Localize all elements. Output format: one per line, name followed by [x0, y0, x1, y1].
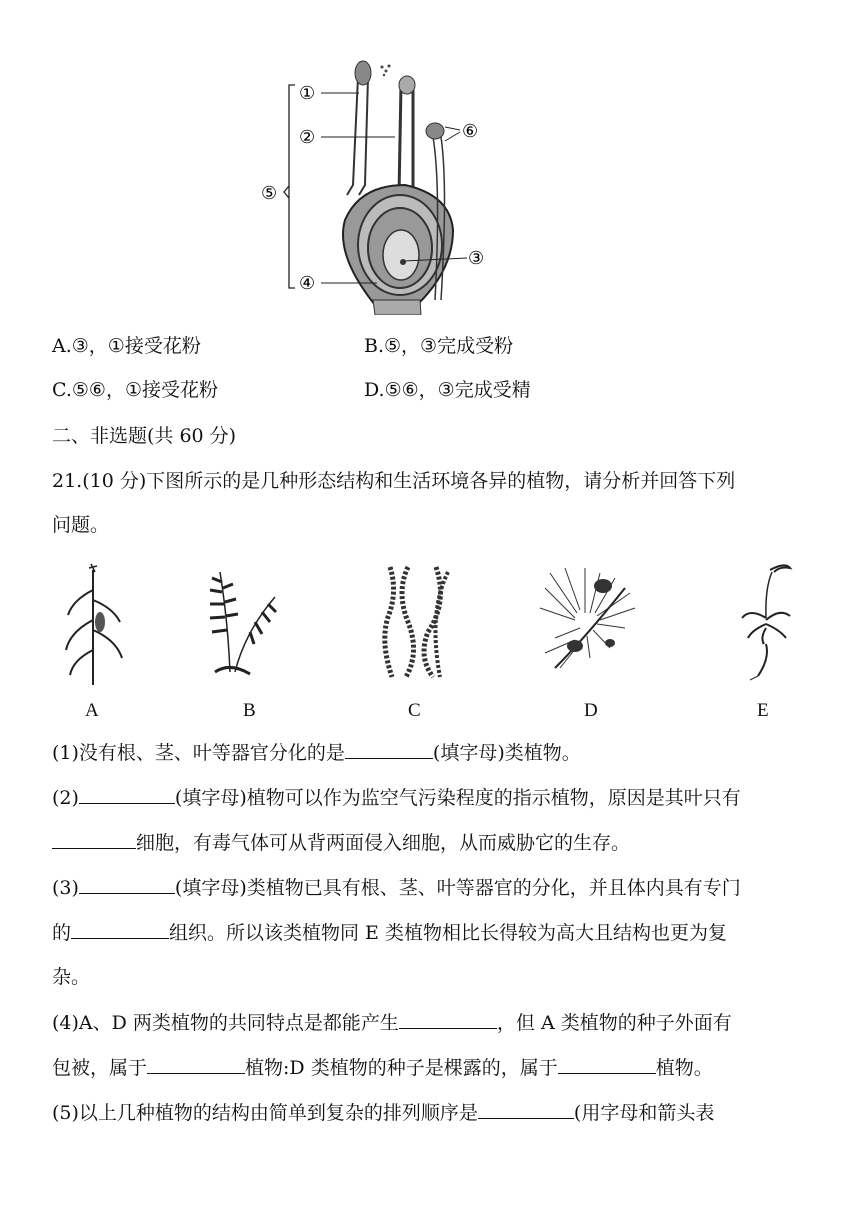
q21-p3-text-d: 组织。所以该类植物同 E 类植物相比长得较为高大且结构也更为复 — [169, 922, 727, 944]
q21-part4-line1 — [52, 1010, 732, 1035]
answer-blank-7[interactable] — [147, 1055, 245, 1074]
q21-p1-text-b: (填字母)类植物。 — [432, 742, 581, 764]
plant-label-b: B — [243, 700, 256, 721]
answer-blank-3[interactable] — [52, 830, 136, 849]
option-d: D.⑤⑥，③完成受精 — [364, 379, 531, 401]
plant-label-e: E — [757, 700, 769, 721]
q21-p4-text-c: 包被，属于 — [52, 1057, 148, 1079]
q21-p3-text-b: (填字母)类植物已具有根、茎、叶等器官的分化，并且体内具有专门 — [174, 877, 741, 899]
answer-blank-2[interactable] — [79, 785, 175, 804]
plant-c-algae-figure — [378, 562, 458, 682]
plant-e-moss-figure — [730, 558, 800, 683]
options-row-1 — [52, 334, 514, 358]
q21-part3-line3: 杂。 — [52, 966, 91, 988]
q21-p4-text-a: (4)A、D 两类植物的共同特点是都能产生 — [52, 1012, 399, 1034]
answer-blank-8[interactable] — [558, 1055, 656, 1074]
plant-d-pine-figure — [535, 558, 640, 683]
label-6: ⑥ — [462, 121, 479, 142]
q21-p4-text-e: 植物。 — [655, 1057, 713, 1079]
q21-part3-line2 — [52, 920, 727, 945]
q21-part2-line2 — [52, 830, 630, 855]
q21-part3-line1 — [52, 875, 741, 900]
answer-blank-6[interactable] — [399, 1010, 497, 1029]
plant-label-c: C — [408, 700, 421, 721]
q21-stem-line2: 问题。 — [52, 514, 110, 536]
q21-p2-text-b: (填字母)植物可以作为监空气污染程度的指示植物，原因是其叶只有 — [174, 787, 741, 809]
label-5: ⑤ — [261, 183, 278, 204]
q21-p2-text-a: (2) — [52, 787, 79, 809]
q21-p5-text-b: (用字母和箭头表 — [573, 1102, 715, 1124]
q21-stem-line1: 21.(10 分)下图所示的是几种形态结构和生活环境各异的植物，请分析并回答下列 — [52, 470, 736, 492]
answer-blank-5[interactable] — [71, 920, 169, 939]
flower-structure-diagram — [255, 55, 500, 315]
options-row-2 — [52, 378, 531, 402]
section-heading: 二、非选题(共 60 分) — [52, 425, 237, 447]
q21-p3-text-c: 的 — [52, 922, 72, 944]
q21-part1 — [52, 740, 581, 765]
label-3: ③ — [468, 248, 485, 269]
plant-a-corn-figure — [58, 560, 128, 690]
label-4: ④ — [299, 273, 316, 294]
label-2: ② — [299, 127, 316, 148]
q21-part5-line1 — [52, 1100, 714, 1125]
answer-blank-1[interactable] — [345, 740, 433, 759]
plant-b-fern-figure — [200, 562, 290, 682]
label-1: ① — [299, 83, 316, 104]
option-a: A.③，①接受花粉 — [52, 335, 201, 357]
answer-blank-9[interactable] — [478, 1100, 574, 1119]
option-c: C.⑤⑥，①接受花粉 — [52, 379, 218, 401]
q21-part4-line2 — [52, 1055, 713, 1080]
q21-p1-text-a: (1)没有根、茎、叶等器官分化的是 — [52, 742, 345, 764]
plant-label-a: A — [85, 700, 99, 721]
option-b: B.⑤，③完成受粉 — [364, 335, 514, 357]
q21-p4-text-d: 植物:D 类植物的种子是棵露的，属于 — [245, 1057, 558, 1079]
q21-p2-text-c: 细胞，有毒气体可从背两面侵入细胞，从而威胁它的生存。 — [136, 832, 631, 854]
q21-p5-text-a: (5)以上几种植物的结构由简单到复杂的排列顺序是 — [52, 1102, 478, 1124]
answer-blank-4[interactable] — [79, 875, 175, 894]
plant-label-d: D — [584, 700, 598, 721]
q21-part2-line1 — [52, 785, 741, 810]
q21-p4-text-b: ，但 A 类植物的种子外面有 — [496, 1012, 732, 1034]
q21-p3-text-a: (3) — [52, 877, 79, 899]
